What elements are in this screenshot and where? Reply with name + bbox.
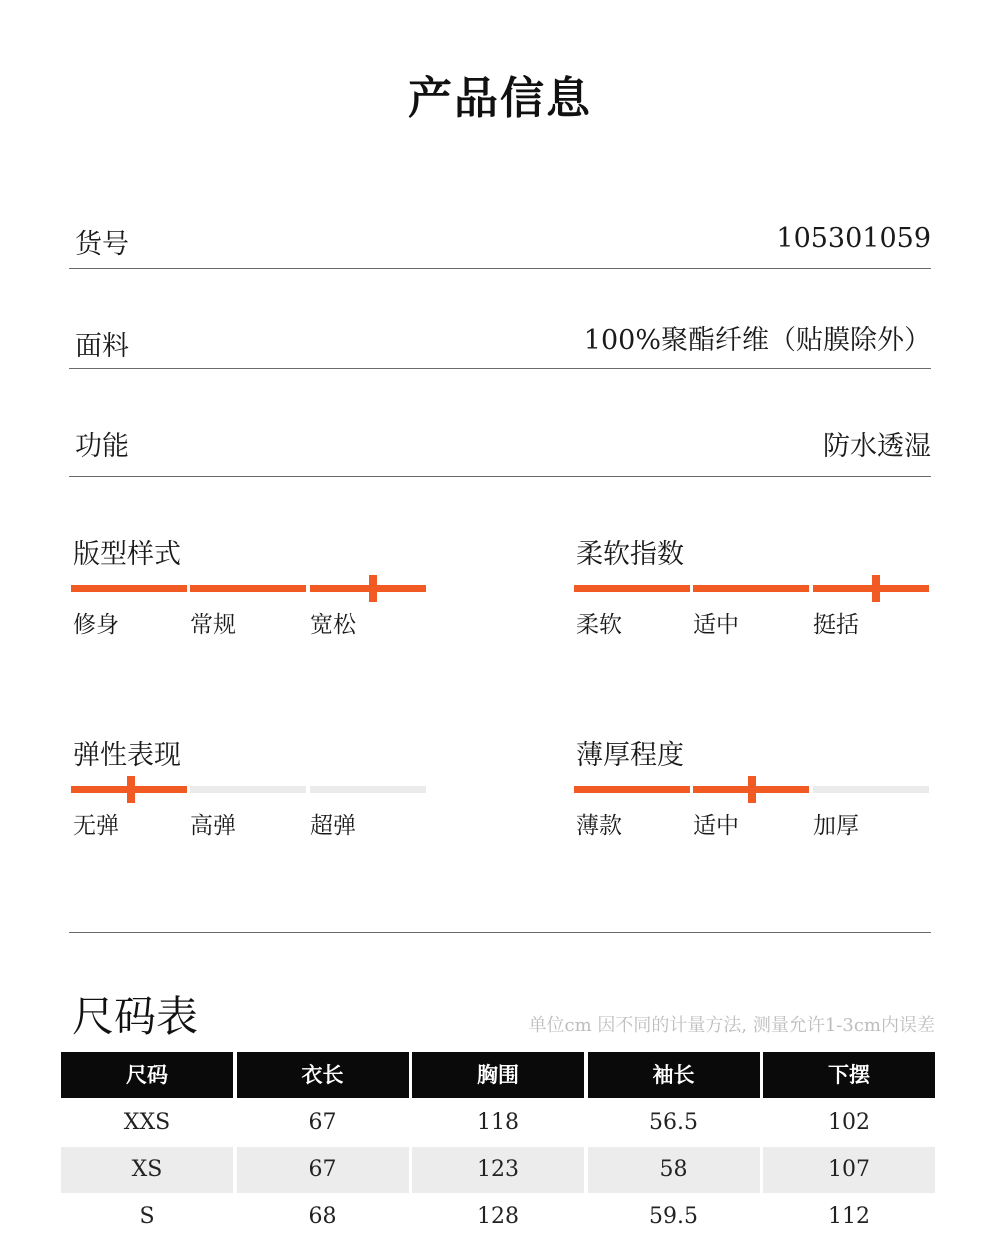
scale-title: 弹性表现	[73, 740, 181, 771]
scale-label: 常规	[190, 612, 236, 638]
info-value: 100%聚酯纤维（贴膜除外）	[583, 325, 931, 356]
scale-label: 加厚	[813, 813, 859, 839]
info-row-item-number	[69, 210, 931, 269]
scale-label: 超弹	[310, 813, 356, 839]
column-header: 袖长	[588, 1052, 760, 1098]
info-row-fabric	[69, 268, 931, 369]
table-cell: 59.5	[649, 1204, 698, 1229]
table-row	[61, 1147, 935, 1193]
table-cell: 58	[588, 1147, 760, 1193]
info-row-function	[69, 368, 931, 477]
table-cell: 56.5	[649, 1110, 698, 1135]
scale-segment	[574, 786, 690, 793]
scale-label: 高弹	[190, 813, 236, 839]
section-divider	[69, 932, 931, 933]
table-cell: XS	[61, 1147, 233, 1193]
scale-marker	[369, 575, 377, 602]
size-chart-title: 尺码表	[72, 992, 199, 1041]
scale-segment	[693, 585, 809, 592]
scale-fit-style	[71, 532, 427, 652]
table-cell: 107	[763, 1147, 935, 1193]
size-chart-note: 单位cm 因不同的计量方法, 测量允许1-3cm内误差	[528, 1015, 935, 1036]
scale-label: 无弹	[73, 813, 119, 839]
scale-softness	[574, 532, 930, 652]
column-header: 尺码	[61, 1052, 233, 1098]
table-cell: 102	[828, 1110, 870, 1135]
info-label: 货号	[75, 229, 129, 260]
column-header: 下摆	[763, 1052, 935, 1098]
scale-segment	[190, 786, 306, 793]
table-cell: 68	[308, 1204, 337, 1229]
scale-title: 版型样式	[73, 539, 181, 570]
scale-segment	[190, 585, 306, 592]
scale-marker	[872, 575, 880, 602]
table-cell: 128	[477, 1204, 519, 1229]
scale-title: 薄厚程度	[576, 740, 684, 771]
table-cell: 118	[477, 1110, 519, 1135]
table-cell: 112	[828, 1204, 870, 1229]
scale-segment	[813, 786, 929, 793]
scale-label: 适中	[693, 813, 739, 839]
scale-label: 柔软	[576, 612, 622, 638]
scale-label: 薄款	[576, 813, 622, 839]
column-header: 胸围	[412, 1052, 584, 1098]
scale-title: 柔软指数	[576, 539, 684, 570]
info-label: 面料	[75, 331, 129, 362]
scale-thickness	[574, 733, 930, 853]
table-cell: 67	[308, 1110, 337, 1135]
scale-label: 宽松	[310, 612, 356, 638]
scale-label: 挺括	[813, 612, 859, 638]
table-cell: 67	[237, 1147, 409, 1193]
info-value: 防水透湿	[823, 431, 931, 462]
info-label: 功能	[75, 431, 129, 462]
scale-segment	[574, 585, 690, 592]
scale-label: 修身	[73, 612, 119, 638]
table-cell: 123	[412, 1147, 584, 1193]
scale-segment	[310, 786, 426, 793]
info-value: 105301059	[776, 223, 931, 254]
scale-label: 适中	[693, 612, 739, 638]
scale-marker	[127, 776, 135, 803]
scale-elasticity	[71, 733, 427, 853]
table-cell: XXS	[123, 1110, 171, 1135]
table-cell: S	[139, 1204, 155, 1229]
size-table	[61, 1052, 935, 1240]
column-header: 衣长	[237, 1052, 409, 1098]
scale-marker	[748, 776, 756, 803]
scale-segment	[71, 585, 187, 592]
table-header-row	[61, 1052, 935, 1098]
table-row	[61, 1194, 935, 1240]
page-title: 产品信息	[408, 73, 592, 124]
table-row	[61, 1100, 935, 1146]
